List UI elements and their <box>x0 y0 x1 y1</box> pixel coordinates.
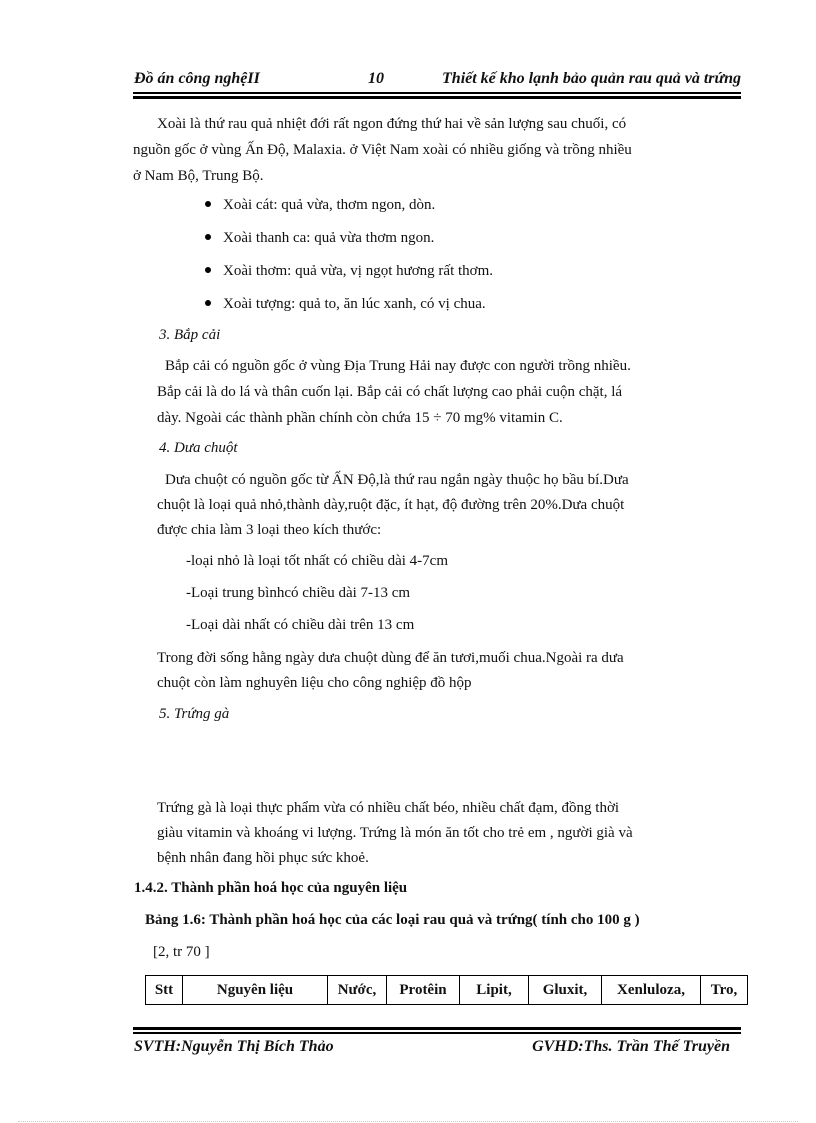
egg-line2: giàu vitamin và khoáng vi lượng. Trứng là món ăn tốt cho trẻ em , người già và <box>157 825 633 841</box>
cucumber-use-line2: chuột còn làm nghuyên liệu cho công nghiệp đồ hộp <box>157 675 472 691</box>
bullet-icon <box>205 234 211 240</box>
mango-intro-line2: nguồn gốc ở vùng Ấn Độ, Malaxia. ở Việt Nam xoài có nhiều giống và trồng nhiều <box>133 142 632 158</box>
cucumber-size-small: -loại nhỏ là loại tốt nhất có chiều dài 4-7cm <box>186 553 449 569</box>
list-item <box>205 230 434 247</box>
cucumber-size-large: -Loại dài nhất có chiều dài trên 13 cm <box>186 617 415 633</box>
cucumber-heading: 4. Dưa chuột <box>159 440 238 456</box>
column-header: Lipit, <box>460 976 529 1005</box>
list-item <box>205 296 486 313</box>
table-header-row <box>146 976 748 1005</box>
column-header: Protêin <box>387 976 460 1005</box>
cucumber-line3: được chia làm 3 loại theo kích thước: <box>157 522 382 538</box>
table-caption: Bảng 1.6: Thành phần hoá học của các loại rau quả và trứng( tính cho 100 g ) <box>145 912 640 928</box>
page-edge-divider <box>18 1121 798 1122</box>
list-item <box>205 263 493 280</box>
column-header: Stt <box>146 976 183 1005</box>
cabbage-heading: 3. Bắp cải <box>159 327 221 343</box>
cucumber-use-line1: Trong đời sống hằng ngày dưa chuột dùng để ăn tươi,muối chua.Ngoài ra dưa <box>157 650 624 666</box>
section-heading: 1.4.2. Thành phần hoá học của nguyên liệu <box>134 880 408 896</box>
list-item-text: Xoài thanh ca: quả vừa thơm ngon. <box>223 230 435 246</box>
list-item-text: Xoài tượng: quả to, ăn lúc xanh, có vị chua. <box>223 296 486 312</box>
header-right: Thiết kế kho lạnh bảo quản rau quả và trứng <box>442 70 741 87</box>
list-item-text: Xoài thơm: quả vừa, vị ngọt hương rất thơm. <box>223 263 494 279</box>
list-item-text: Xoài cát: quả vừa, thơm ngon, dòn. <box>223 197 436 213</box>
header-left: Đồ án công nghệII <box>134 70 260 87</box>
mango-intro-line1: Xoài là thứ rau quả nhiệt đới rất ngon đứng thứ hai về sản lượng sau chuối, có <box>157 116 627 132</box>
egg-line3: bệnh nhân đang hồi phục sức khoẻ. <box>157 850 369 866</box>
column-header: Nguyên liệu <box>183 976 328 1005</box>
header-rule-thin <box>133 92 741 94</box>
cabbage-line1: Bắp cải có nguồn gốc ở vùng Địa Trung Hải nay được con người trồng nhiều. <box>165 358 631 374</box>
column-header: Xenluloza, <box>602 976 701 1005</box>
footer-rule-thin <box>133 1032 741 1034</box>
bullet-icon <box>205 267 211 273</box>
mango-intro-line3: ở Nam Bộ, Trung Bộ. <box>133 168 264 184</box>
egg-line1: Trứng gà là loại thực phẩm vừa có nhiều chất béo, nhiều chất đạm, đồng thời <box>157 800 620 816</box>
column-header: Nước, <box>328 976 387 1005</box>
cucumber-size-medium: -Loại trung bìnhcó chiều dài 7-13 cm <box>186 585 411 601</box>
list-item <box>205 197 435 214</box>
table-reference: [2, tr 70 ] <box>153 944 210 960</box>
footer-rule-thick <box>133 1027 741 1030</box>
column-header: Tro, <box>701 976 748 1005</box>
page-number: 10 <box>368 70 384 87</box>
cucumber-line1: Dưa chuột có nguồn gốc từ ẤN Độ,là thứ rau ngắn ngày thuộc họ bầu bí.Dưa <box>165 472 629 488</box>
cucumber-line2: chuột là loại quả nhỏ,thành dày,ruột đặc, ít hạt, độ đường trên 20%.Dưa chuột <box>157 497 625 513</box>
bullet-icon <box>205 201 211 207</box>
header-rule-thick <box>133 96 741 99</box>
column-header: Gluxit, <box>529 976 602 1005</box>
footer-right: GVHD:Ths. Trần Thế Truyền <box>532 1038 730 1055</box>
composition-table <box>145 975 748 1005</box>
cabbage-line2: Bắp cải là do lá và thân cuốn lại. Bắp cải có chất lượng cao phải cuộn chặt, lá <box>157 384 623 400</box>
cabbage-line3: dày. Ngoài các thành phần chính còn chứa 15 ÷ 70 mg% vitamin C. <box>157 410 563 426</box>
bullet-icon <box>205 300 211 306</box>
egg-heading: 5. Trứng gà <box>159 706 230 722</box>
footer-left: SVTH:Nguyễn Thị Bích Thảo <box>134 1038 334 1055</box>
